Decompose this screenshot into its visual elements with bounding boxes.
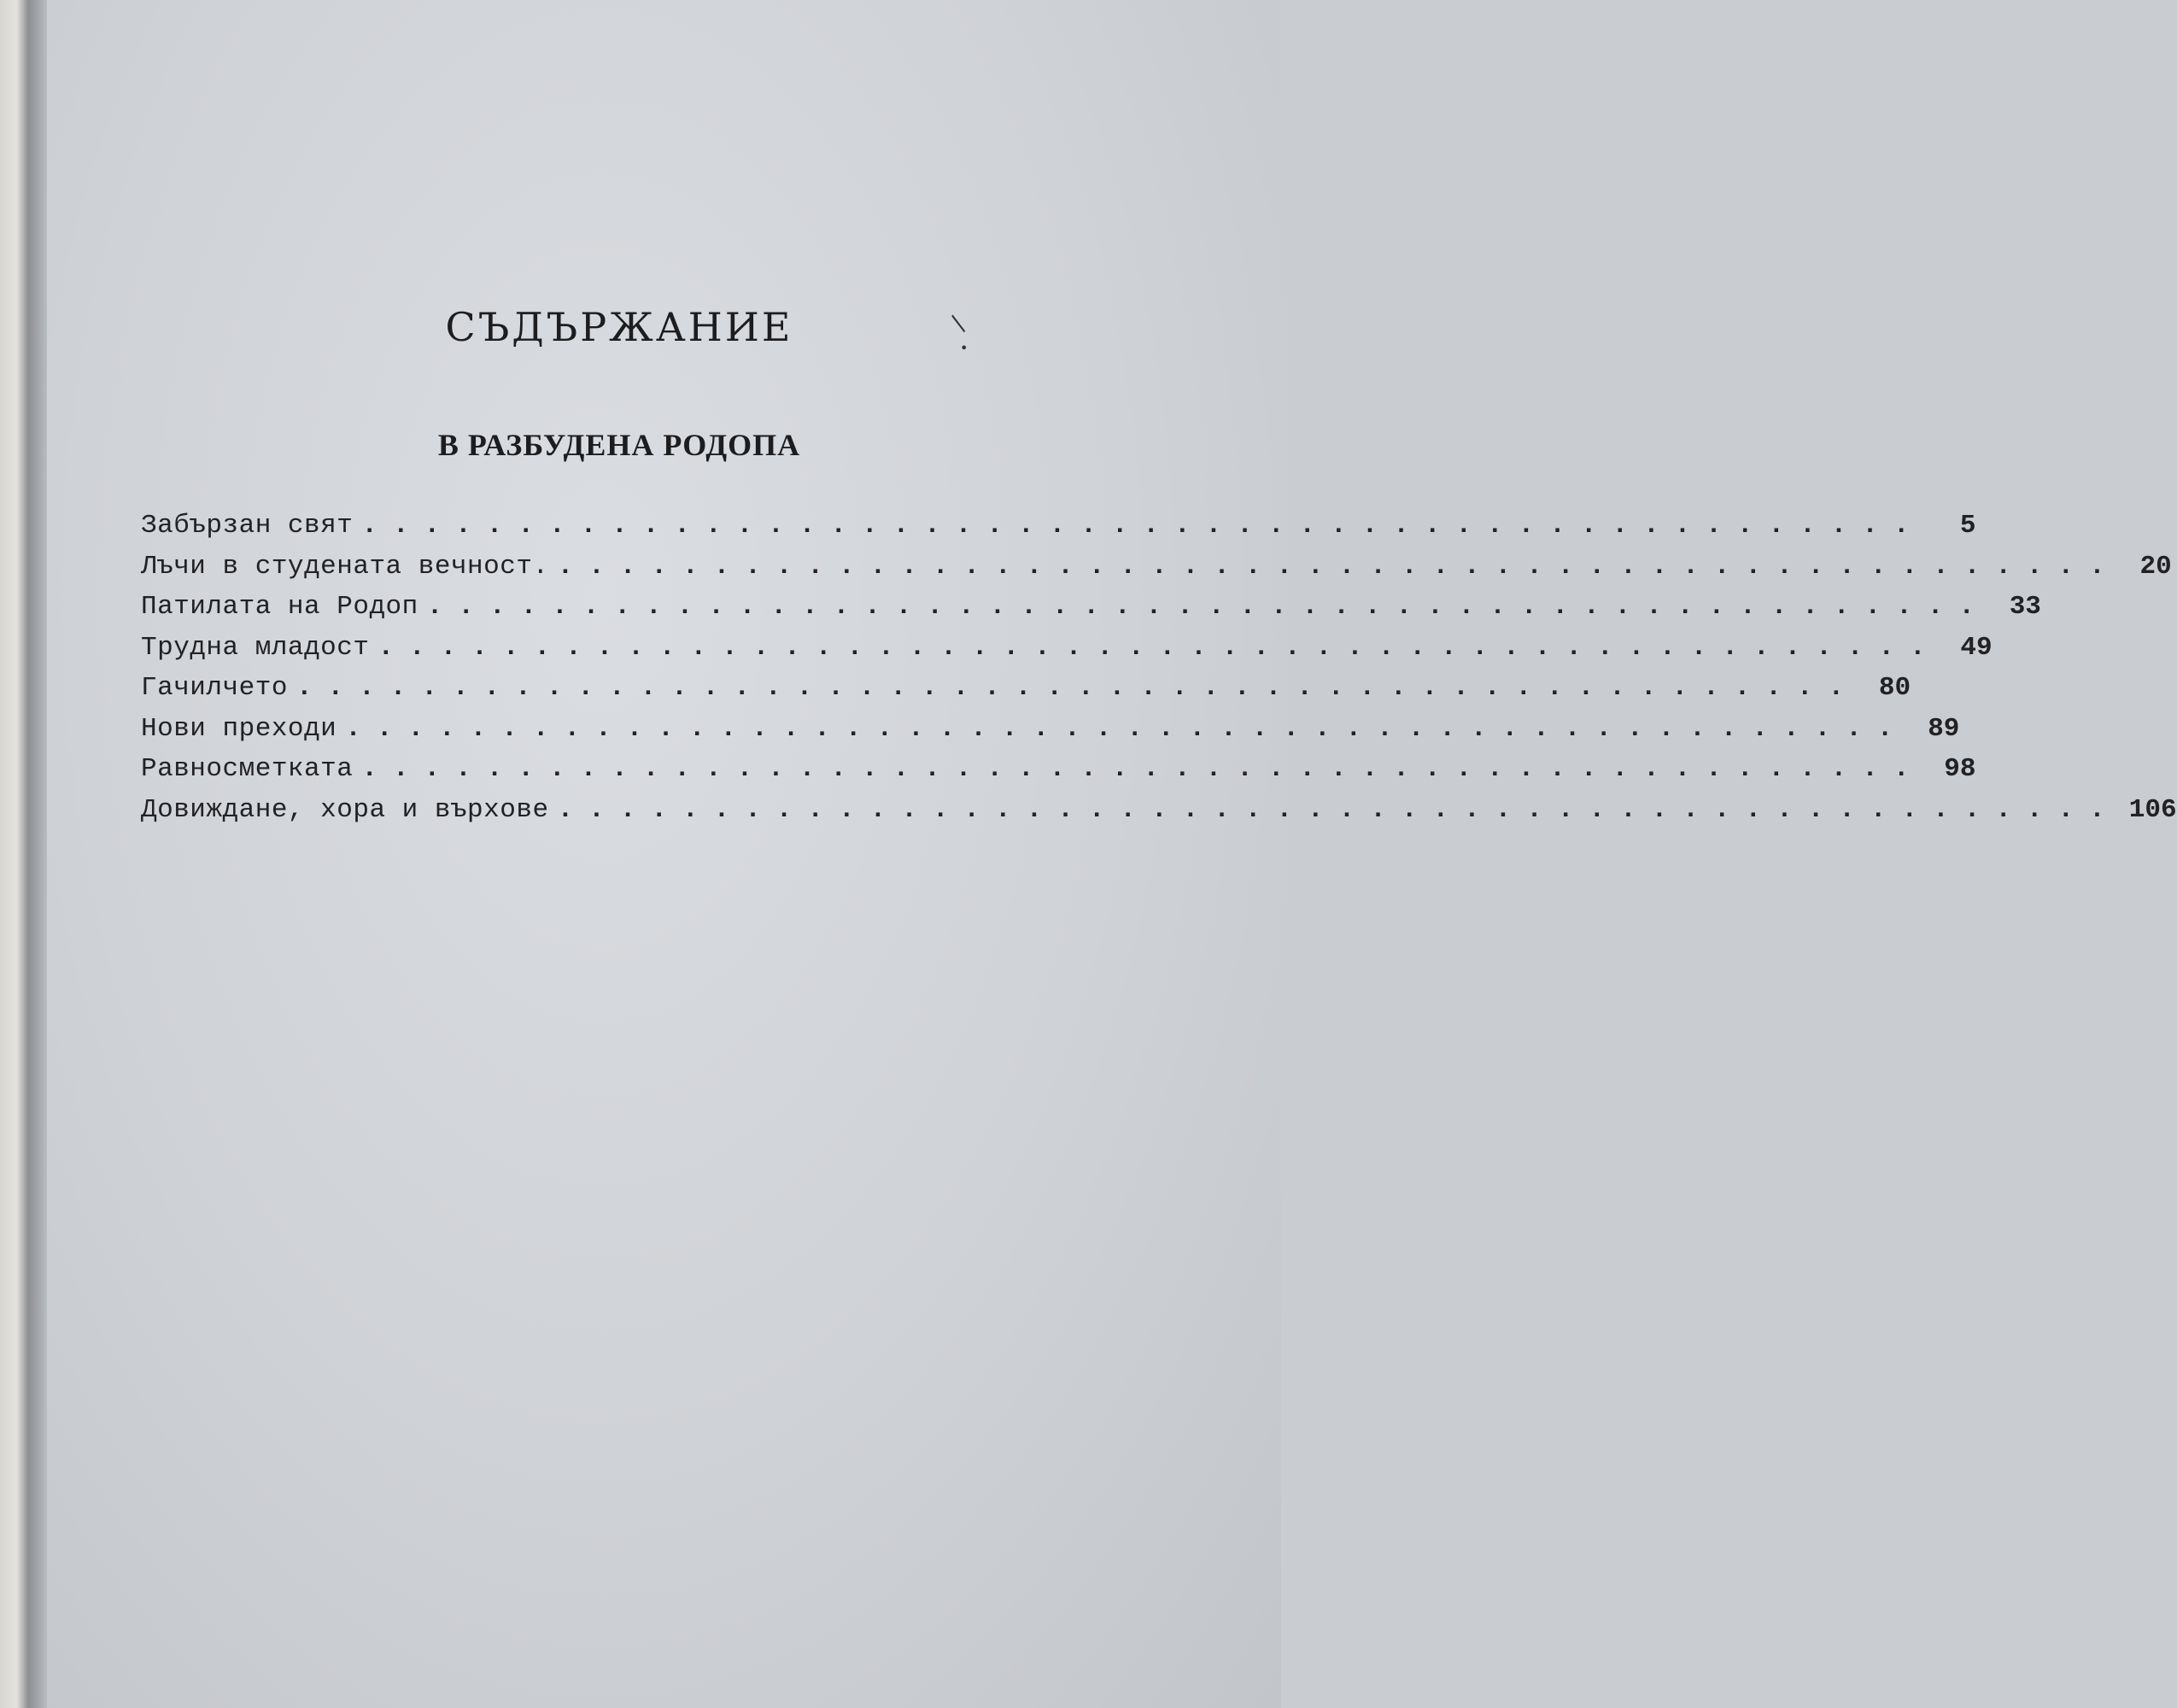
section-title: В РАЗБУДЕНА РОДОПА — [437, 428, 801, 462]
toc-entry-title: Гачилчето — [141, 673, 288, 703]
book-page — [47, 0, 2177, 1708]
toc-entry-page: 20 — [2139, 551, 2172, 582]
toc-entry-title: Патилата на Родоп — [141, 592, 418, 622]
toc-leader-dots: .................................................. — [345, 713, 1909, 744]
toc-entry-page: 33 — [2009, 592, 2041, 622]
toc-entry-title: Забързан свят — [141, 511, 354, 541]
toc-leader-dots: .................................................. — [361, 511, 1925, 541]
toc-leader-dots: .................................................. — [361, 754, 1925, 784]
pencil-mark: / — [944, 312, 972, 335]
table-of-contents — [141, 511, 2177, 835]
toc-entry-page: 98 — [1944, 754, 1976, 784]
toc-leader-dots: .................................................. — [296, 673, 1860, 703]
toc-entry-title: Равносметката — [141, 754, 354, 784]
pencil-dot: • — [960, 340, 969, 356]
toc-entry-page: 106 — [2128, 794, 2177, 825]
toc-leader-dots: .................................................. — [557, 794, 2121, 825]
page-title: СЪДЪРЖАНИЕ — [445, 304, 793, 350]
toc-entry-page: 80 — [1878, 673, 1911, 703]
toc-entry-title: Лъчи в студената вечност. — [141, 551, 549, 582]
toc-entry — [141, 592, 2041, 633]
book-spine-shadow — [0, 0, 47, 1708]
toc-entry — [141, 511, 1976, 552]
toc-entry-title: Нови преходи — [141, 713, 337, 744]
toc-leader-dots: .................................................. — [377, 632, 1941, 663]
toc-leader-dots: .................................................. — [557, 551, 2121, 582]
toc-entry — [141, 713, 1960, 755]
toc-entry — [141, 794, 2177, 836]
toc-entry-title: Трудна младост — [141, 632, 370, 663]
toc-entry — [141, 673, 1911, 714]
toc-leader-dots: .................................................. — [426, 592, 1990, 622]
toc-entry-title: Довиждане, хора и върхове — [141, 794, 549, 825]
toc-entry-page: 89 — [1928, 713, 1960, 744]
toc-entry — [141, 632, 1993, 674]
toc-entry-page: 5 — [1959, 511, 1976, 541]
toc-entry-page: 49 — [1960, 632, 1993, 663]
toc-entry — [141, 551, 2172, 593]
toc-entry — [141, 754, 1976, 795]
